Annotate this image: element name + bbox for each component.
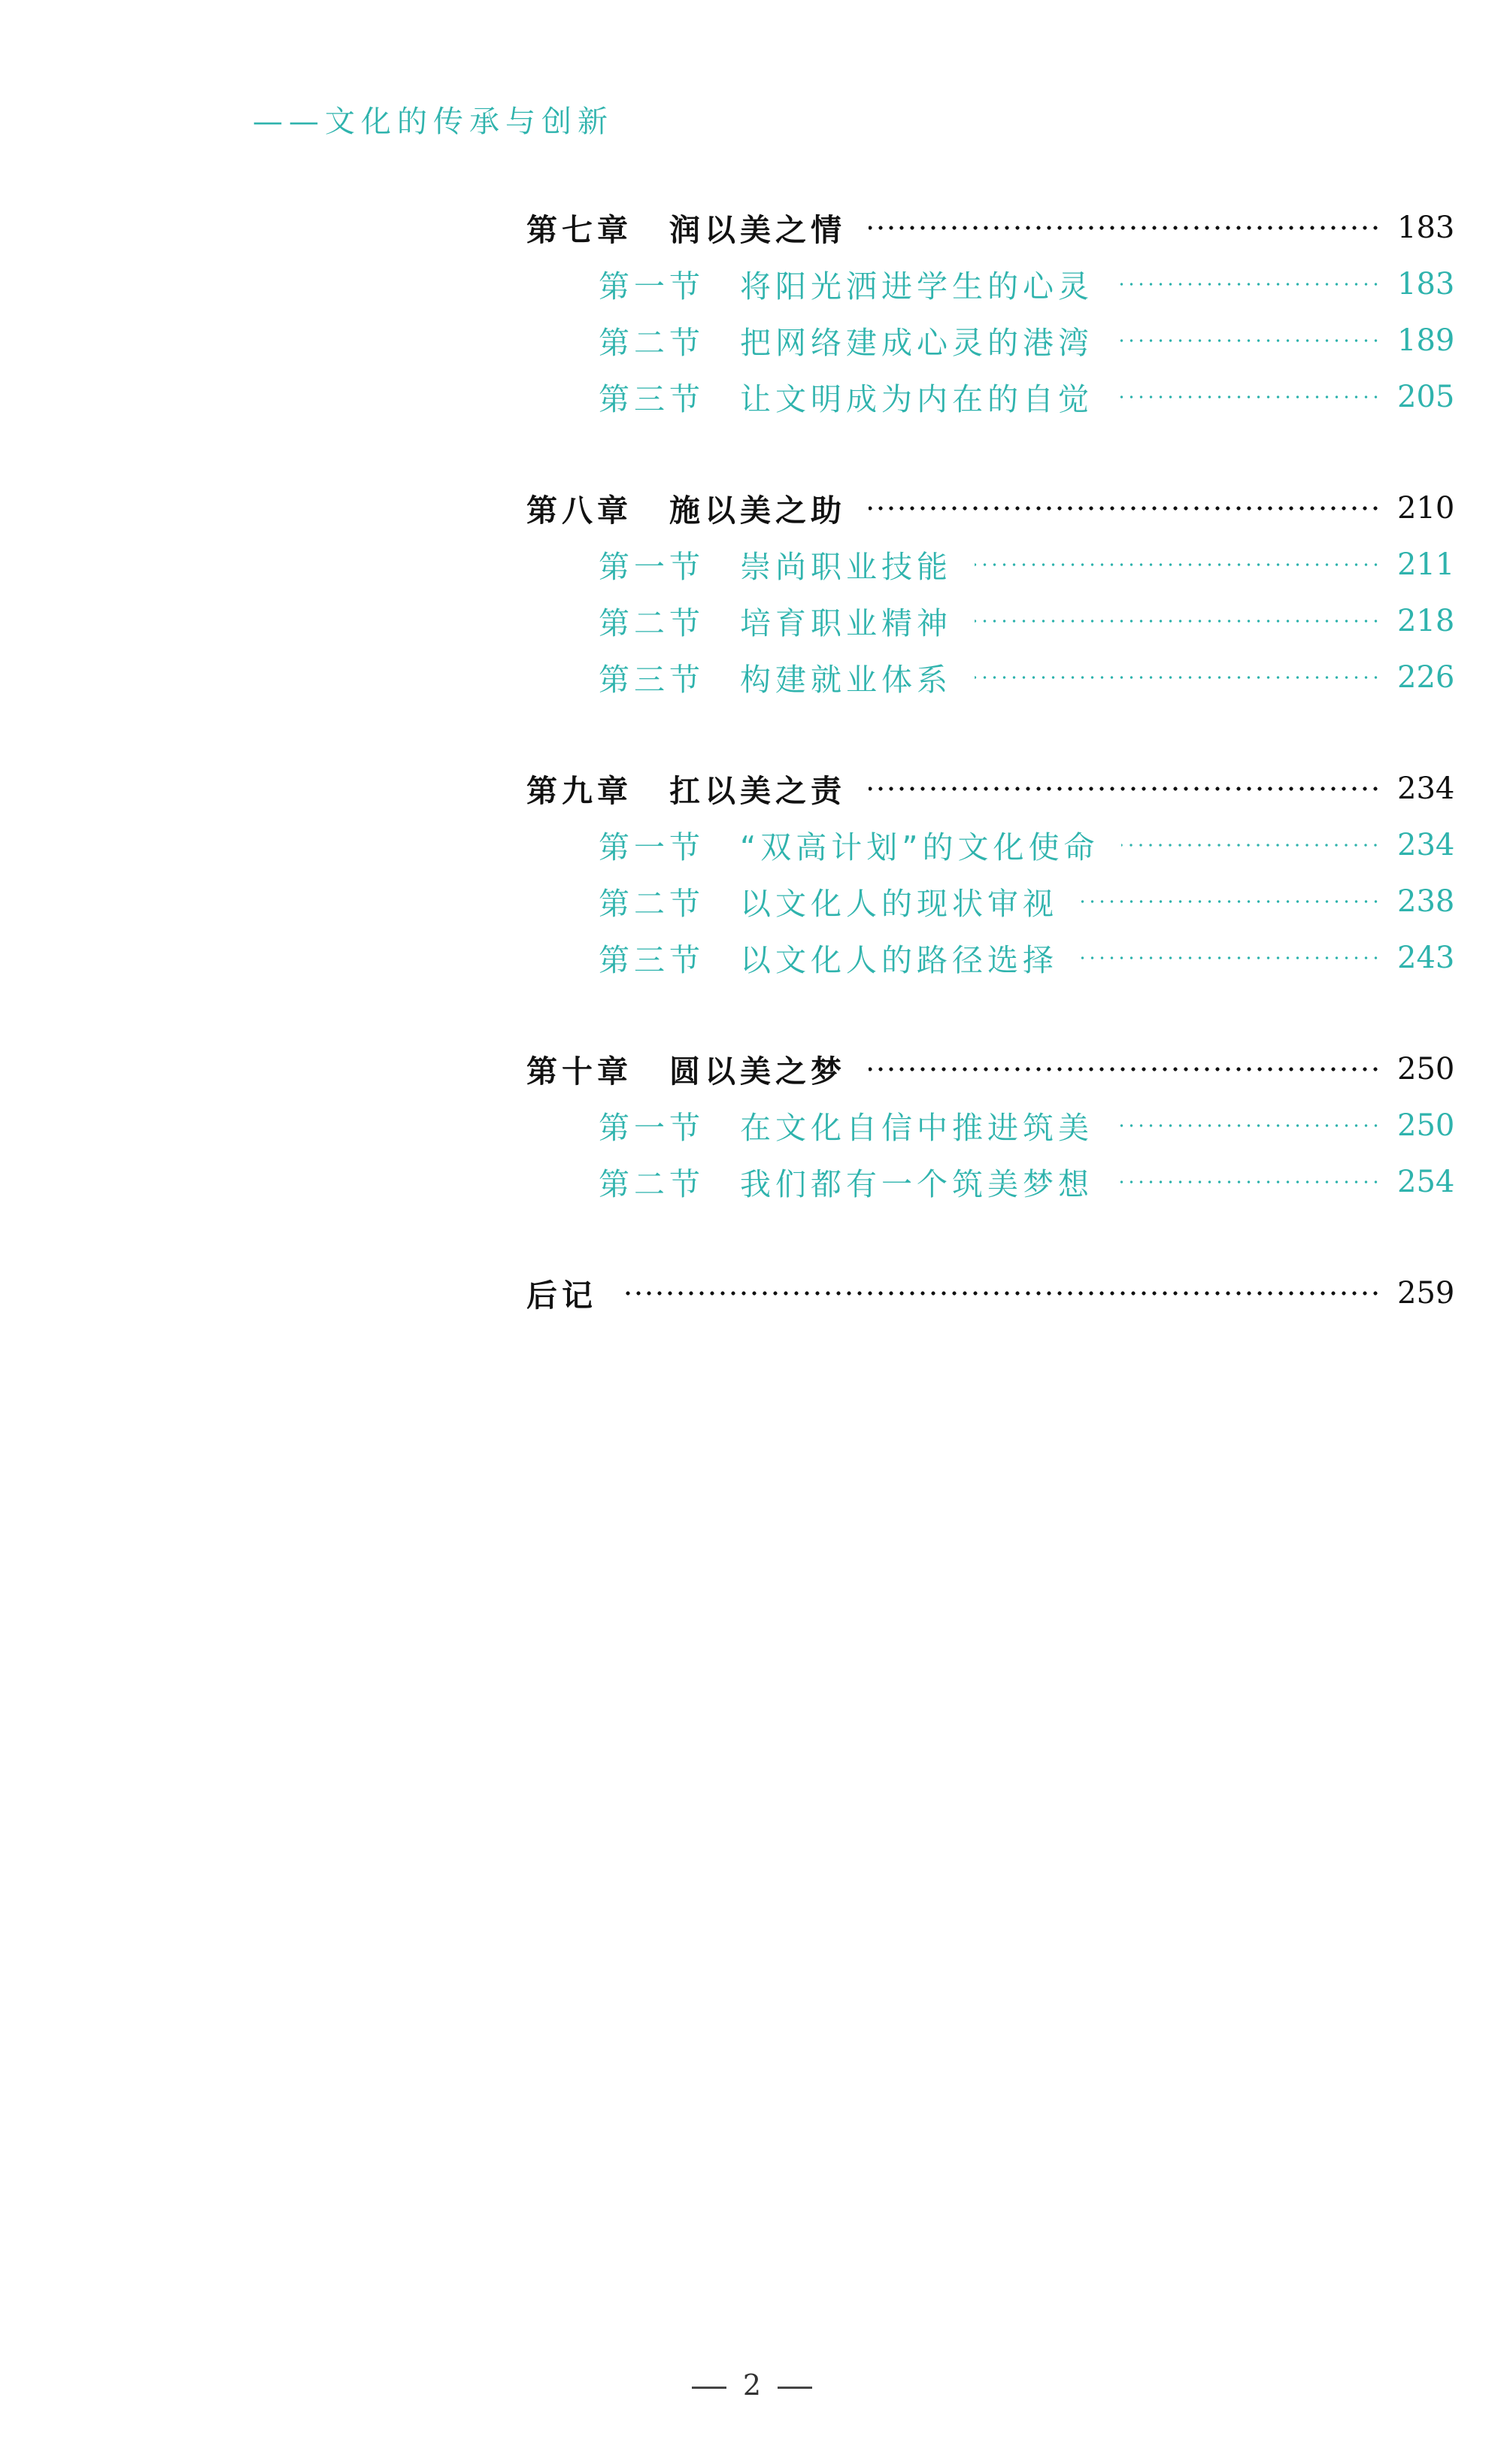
section-number: 第二节 — [599, 1166, 705, 1202]
section-number: 第一节 — [599, 1110, 705, 1146]
page-ref: 183 — [1397, 266, 1455, 302]
toc-chapter-9 — [526, 760, 1455, 986]
footer-dash-left — [692, 2387, 726, 2389]
section-title: 以文化人的路径选择 — [740, 942, 1058, 978]
leader-dots — [1116, 281, 1381, 287]
section-number: 第三节 — [599, 942, 705, 978]
section-title: 崇尚职业技能 — [740, 549, 952, 585]
leader-dots — [1116, 1123, 1381, 1129]
toc-section-entry[interactable] — [526, 536, 1455, 593]
page-ref: 243 — [1397, 940, 1455, 975]
leader-dots — [1116, 338, 1381, 344]
page-ref: 234 — [1397, 827, 1455, 862]
page-ref: 259 — [1397, 1275, 1455, 1311]
section-number: 第二节 — [599, 886, 705, 922]
section-number: 第二节 — [599, 605, 705, 641]
toc-chapter-entry[interactable] — [526, 480, 1455, 536]
toc-chapter-entry[interactable] — [526, 1041, 1455, 1097]
toc-chapter-7 — [526, 199, 1455, 425]
toc-section-entry[interactable] — [526, 929, 1455, 986]
running-head: ——文化的传承与创新 — [253, 105, 614, 139]
section-title: 我们都有一个筑美梦想 — [740, 1166, 1093, 1202]
leader-dots — [975, 562, 1381, 568]
page-ref: 238 — [1397, 883, 1455, 919]
toc-section-entry[interactable] — [526, 1097, 1455, 1153]
page-footer — [0, 2369, 1504, 2402]
chapter-number: 第七章 — [526, 212, 632, 248]
page-ref: 211 — [1397, 547, 1455, 582]
section-title: “双高计划”的文化使命 — [740, 829, 1099, 865]
leader-dots — [975, 674, 1381, 680]
toc-section-entry[interactable] — [526, 1153, 1455, 1210]
page-ref: 250 — [1397, 1108, 1455, 1143]
chapter-number: 第八章 — [526, 492, 632, 529]
toc-chapter-entry[interactable] — [526, 199, 1455, 256]
section-number: 第一节 — [599, 268, 705, 305]
toc-section-entry[interactable] — [526, 312, 1455, 368]
section-number: 第三节 — [599, 381, 705, 417]
leader-dots — [869, 225, 1381, 231]
section-title: 培育职业精神 — [740, 605, 952, 641]
page-ref: 210 — [1397, 490, 1455, 526]
page-ref: 254 — [1397, 1164, 1455, 1199]
toc-chapter-10 — [526, 1041, 1455, 1210]
section-title: 把网络建成心灵的港湾 — [740, 325, 1093, 361]
leader-dots — [1081, 955, 1381, 961]
toc-section-entry[interactable] — [526, 649, 1455, 705]
leader-dots — [869, 505, 1381, 511]
toc-section-entry[interactable] — [526, 368, 1455, 425]
section-title: 以文化人的现状审视 — [740, 886, 1058, 922]
leader-dots — [1116, 394, 1381, 400]
afterword-title: 后记 — [526, 1277, 597, 1314]
leader-dots — [869, 1066, 1381, 1072]
leader-dots — [975, 618, 1381, 624]
page-ref: 218 — [1397, 603, 1455, 638]
page-number: 2 — [742, 2369, 762, 2402]
toc-section-entry[interactable] — [526, 593, 1455, 649]
chapter-title: 施以美之助 — [669, 492, 846, 529]
chapter-number: 第十章 — [526, 1053, 632, 1090]
page-ref: 205 — [1397, 379, 1455, 414]
section-number: 第一节 — [599, 549, 705, 585]
chapter-gap — [526, 705, 1451, 760]
chapter-title: 圆以美之梦 — [669, 1053, 846, 1090]
section-title: 将阳光洒进学生的心灵 — [740, 268, 1093, 305]
section-title: 在文化自信中推进筑美 — [740, 1110, 1093, 1146]
chapter-gap — [526, 425, 1451, 480]
section-title: 让文明成为内在的自觉 — [740, 381, 1093, 417]
chapter-title: 扛以美之责 — [669, 773, 846, 809]
toc-section-entry[interactable] — [526, 817, 1455, 873]
page-ref: 183 — [1397, 210, 1455, 245]
section-number: 第三节 — [599, 662, 705, 698]
leader-dots — [1081, 899, 1381, 905]
toc-section-entry[interactable] — [526, 873, 1455, 929]
chapter-gap — [526, 1210, 1451, 1265]
page-ref: 189 — [1397, 323, 1455, 358]
leader-dots — [869, 786, 1381, 792]
chapter-number: 第九章 — [526, 773, 632, 809]
section-number: 第一节 — [599, 829, 705, 865]
leader-dots — [1121, 842, 1381, 848]
chapter-title: 润以美之情 — [669, 212, 846, 248]
section-title: 构建就业体系 — [740, 662, 952, 698]
section-number: 第二节 — [599, 325, 705, 361]
page-ref: 234 — [1397, 771, 1455, 806]
leader-dots — [620, 1290, 1381, 1296]
table-of-contents — [526, 199, 1455, 1321]
toc-afterword-entry[interactable] — [526, 1265, 1455, 1321]
leader-dots — [1116, 1179, 1381, 1185]
page-ref: 250 — [1397, 1051, 1455, 1087]
chapter-gap — [526, 986, 1451, 1041]
toc-section-entry[interactable] — [526, 256, 1455, 312]
toc-chapter-8 — [526, 480, 1455, 705]
page-ref: 226 — [1397, 659, 1455, 695]
toc-chapter-entry[interactable] — [526, 760, 1455, 817]
footer-dash-right — [778, 2387, 812, 2389]
